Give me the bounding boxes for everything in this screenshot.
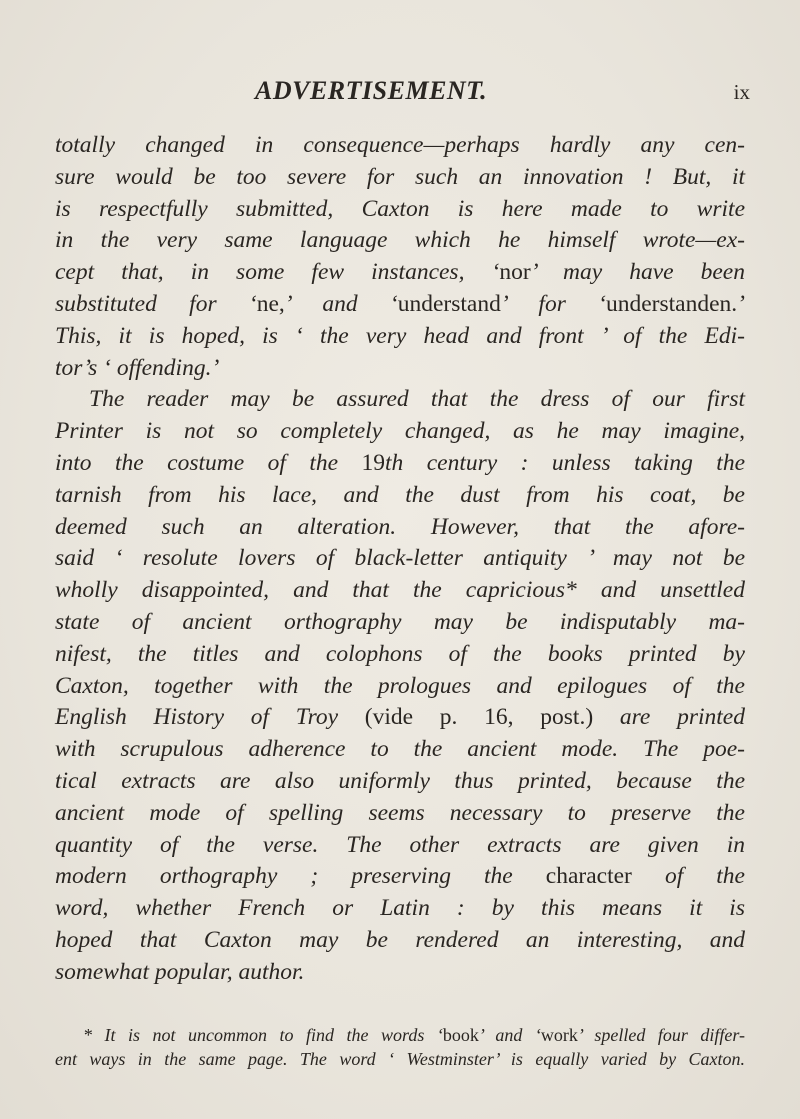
text-run: ’ and ‘ [284, 290, 398, 317]
text-run: * It is not uncommon to find the words ‘ [83, 1025, 443, 1045]
text-run: ’ may have been [530, 259, 745, 286]
roman-word: understanden. [606, 290, 738, 317]
roman-word: work [540, 1025, 578, 1045]
text-line: wholly disappointed, and that the capricious* and unsettled [55, 577, 745, 604]
text-line: in the very same language which he himself wrote—ex- [55, 227, 745, 254]
text-run: cept that, in some few instances, ‘ [55, 259, 500, 286]
text-line: tor’s ‘ offending.’ [55, 354, 220, 381]
text-line [55, 257, 745, 289]
text-line [55, 448, 745, 480]
text-line [55, 861, 745, 893]
text-line: hoped that Caxton may be rendered an interesting, and [55, 926, 745, 953]
text-run: substituted for ‘ [55, 290, 257, 317]
text-line: deemed such an alteration. However, that the afore- [55, 513, 745, 540]
text-line: Printer is not so completely changed, as he may imagine, [55, 418, 745, 445]
text-run: English History of Troy [55, 704, 365, 731]
text-line: nifest, the titles and colophons of the books printed by [55, 640, 745, 667]
roman-word: ne, [256, 290, 285, 317]
text-line [55, 702, 745, 734]
roman-word: understand [397, 290, 501, 317]
text-run: of the [631, 863, 745, 890]
text-line: word, whether French or Latin : by this means it is [55, 895, 745, 922]
text-line: Caxton, together with the prologues and epilogues of the [55, 672, 745, 699]
text-line: The reader may be assured that the dress of our first [89, 386, 745, 413]
text-line: state of ancient orthography may be indisputably ma- [55, 608, 745, 635]
text-line: is respectfully submitted, Caxton is here made to write [55, 195, 745, 222]
text-run: ’ and ‘ [478, 1025, 541, 1045]
roman-word: book [442, 1025, 479, 1045]
text-line [55, 289, 745, 321]
text-run: ’ [737, 290, 745, 317]
text-run: th century : unless taking the [385, 449, 745, 476]
roman-word: nor [499, 259, 531, 286]
text-line: with scrupulous adherence to the ancient mode. The poe- [55, 736, 745, 763]
text-line: This, it is hoped, is ‘ the very head and front ’ of the Edi- [55, 322, 745, 349]
text-line: sure would be too severe for such an innovation ! But, it [55, 163, 745, 190]
footnote [55, 1023, 745, 1071]
text-line: somewhat popular, author. [55, 958, 305, 985]
footnote-line: ent ways in the same page. The word ‘ Westminster’ is equally varied by Caxton. [55, 1049, 745, 1069]
text-line: tarnish from his lace, and the dust from his coat, be [55, 481, 745, 508]
text-line: tical extracts are also uniformly thus printed, because the [55, 767, 745, 794]
text-run: ’ spelled four differ- [577, 1025, 745, 1045]
roman-reference: (vide p. 16, post.) [364, 704, 594, 731]
text-line: totally changed in consequence—perhaps hardly any cen- [55, 132, 745, 158]
running-title: ADVERTISEMENT. [255, 76, 488, 105]
footnote-line [55, 1023, 745, 1047]
main-text [55, 130, 745, 989]
roman-number: 19 [361, 449, 385, 476]
text-run: ’ for ‘ [500, 290, 606, 317]
text-line: ancient mode of spelling seems necessary to preserve the [55, 799, 745, 826]
text-run: are printed [593, 704, 745, 731]
text-run: into the costume of the [55, 449, 362, 476]
page-number: ix [733, 80, 750, 104]
text-run: modern orthography ; preserving the [55, 863, 546, 890]
roman-word: character [545, 863, 632, 890]
text-line: said ‘ resolute lovers of black-letter antiquity ’ may not be [55, 545, 745, 572]
page-header [80, 76, 750, 116]
text-line: quantity of the verse. The other extracts are given in [55, 831, 745, 858]
